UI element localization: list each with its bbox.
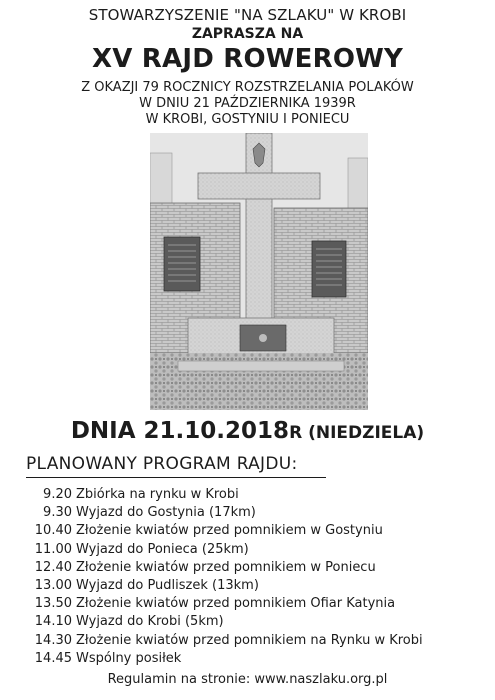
occasion-line: W KROBI, GOSTYNIU I PONIECU bbox=[145, 112, 350, 127]
program-time: 10.40 bbox=[34, 523, 72, 539]
program-text: Złożenie kwiatów przed pomnikiem Ofiar Katynia bbox=[76, 596, 396, 612]
invites-line: ZAPRASZA NA bbox=[191, 26, 304, 42]
program-text: Wyjazd do Ponieca (25km) bbox=[76, 541, 249, 557]
program-text: Wyjazd do Krobi (5km) bbox=[76, 614, 224, 630]
program-item bbox=[22, 577, 492, 595]
program-list bbox=[22, 486, 492, 668]
program-text: Złożenie kwiatów przed pomnikiem w Gostyniu bbox=[76, 523, 383, 539]
organizer-name: STOWARZYSZENIE "NA SZLAKU" W KROBI bbox=[88, 6, 407, 24]
program-time: 12.40 bbox=[34, 559, 72, 575]
program-title-underline bbox=[26, 477, 326, 478]
program-time: 13.00 bbox=[34, 578, 72, 594]
program-time: 14.30 bbox=[34, 632, 72, 648]
program-item bbox=[22, 504, 492, 522]
program-time: 14.45 bbox=[34, 650, 72, 666]
program-text: Zbiórka na rynku w Krobi bbox=[76, 487, 239, 502]
program-item bbox=[22, 650, 492, 668]
program-item bbox=[22, 632, 492, 650]
program-text: Złożenie kwiatów przed pomnikiem w Poniecu bbox=[76, 559, 376, 575]
event-date bbox=[0, 418, 495, 444]
program-time: 9.30 bbox=[43, 505, 72, 521]
program-text: Złożenie kwiatów przed pomnikiem na Rynku w Krobi bbox=[76, 632, 423, 648]
program-item bbox=[22, 595, 492, 613]
occasion-text bbox=[0, 80, 495, 128]
program-title: PLANOWANY PROGRAM RAJDU: bbox=[26, 454, 298, 474]
monument-photo bbox=[150, 133, 368, 410]
occasion-line: Z OKAZJI 79 ROCZNICY ROZSTRZELANIA POLAKÓW bbox=[81, 80, 414, 95]
program-time: 13.50 bbox=[34, 596, 72, 612]
program-item bbox=[22, 541, 492, 559]
program-text: Wyjazd do Pudliszek (13km) bbox=[76, 578, 259, 594]
base-step bbox=[178, 361, 344, 371]
rules-link-text: Regulamin na stronie: www.naszlaku.org.pl bbox=[107, 672, 388, 687]
cross-horizontal bbox=[198, 173, 320, 199]
program-item bbox=[22, 559, 492, 577]
program-item bbox=[22, 486, 492, 504]
program-time: 11.00 bbox=[34, 541, 72, 557]
program-time: 14.10 bbox=[34, 614, 72, 630]
plaque-right bbox=[312, 241, 346, 297]
program-text: Wspólny posiłek bbox=[76, 650, 182, 666]
program-time: 9.20 bbox=[43, 487, 72, 502]
program-text: Wyjazd do Gostynia (17km) bbox=[76, 505, 256, 521]
building-right bbox=[348, 158, 368, 213]
event-title: XV RAJD ROWEROWY bbox=[91, 44, 404, 74]
program-item bbox=[22, 613, 492, 631]
occasion-line: W DNIU 21 PAŹDZIERNIKA 1939R bbox=[139, 96, 356, 111]
date-main: DNIA 21.10.2018 bbox=[70, 418, 290, 444]
date-suffix: R (NIEDZIELA) bbox=[289, 423, 425, 443]
program-item bbox=[22, 522, 492, 540]
